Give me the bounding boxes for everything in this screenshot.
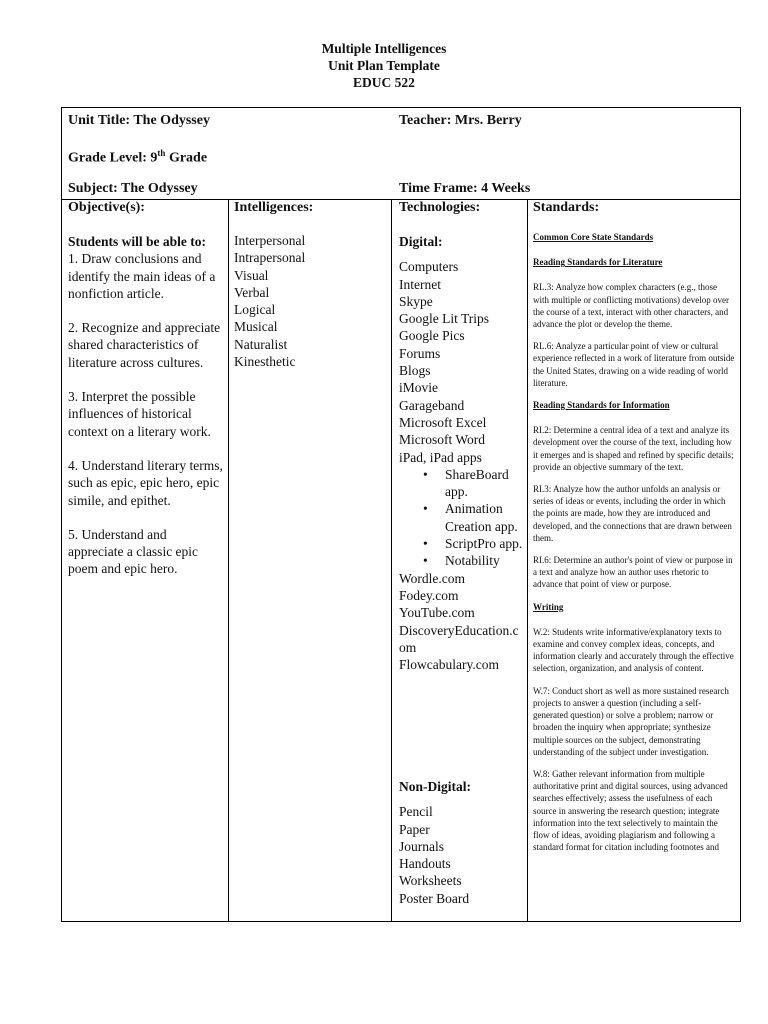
tech-item: iMovie bbox=[399, 380, 438, 396]
tech-item: Microsoft Excel bbox=[399, 414, 487, 430]
writing-heading: Writing bbox=[533, 601, 564, 612]
objectives-column bbox=[68, 233, 223, 578]
subject: Subject: The Odyssey bbox=[68, 181, 198, 196]
non-digital-label: Non-Digital: bbox=[399, 779, 471, 794]
objective-item: 1. Draw conclusions and identify the main ideas of a nonfiction article. bbox=[68, 251, 216, 301]
non-digital-item: Poster Board bbox=[399, 890, 470, 906]
intelligence-item: Verbal bbox=[234, 284, 270, 300]
intelligences-column bbox=[234, 232, 386, 370]
tech-item: Skype bbox=[399, 293, 433, 309]
table-divider-2 bbox=[391, 199, 392, 922]
standard-ri2: RI.2: Determine a central idea of a text and analyze its development over the course of the text, including how it emerges and is shaped and refined by specific details; provide an objective summary of the text. bbox=[533, 425, 734, 472]
tech-item: Blogs bbox=[399, 363, 431, 379]
standards-header: Standards: bbox=[533, 200, 600, 215]
standard-w8: W.8: Gather relevant information from multiple authoritative print and digital sources, using advanced searches effectively; assess the usefulness of each source in answering the research question; integrate information into the text selectively to maintain the flow of ideas, avoiding plagiarism and following a standard format for citation including footnotes and bbox=[533, 768, 728, 853]
tech-item: Forums bbox=[399, 345, 441, 361]
tech-item: iPad, iPad apps bbox=[399, 449, 482, 465]
time-frame: Time Frame: 4 Weeks bbox=[399, 181, 531, 196]
title-line-3: EDUC 522 bbox=[353, 75, 415, 90]
intelligence-item: Interpersonal bbox=[234, 233, 306, 248]
teacher: Teacher: Mrs. Berry bbox=[399, 113, 522, 128]
non-digital-item: Worksheets bbox=[399, 873, 462, 889]
tech-item: Google Lit Trips bbox=[399, 311, 490, 327]
intelligence-item: Musical bbox=[234, 319, 278, 335]
tech-item: Wordle.com bbox=[399, 570, 466, 586]
ipad-app-item: • ScriptPro app. bbox=[399, 535, 523, 552]
tech-item: Internet bbox=[399, 276, 441, 292]
ipad-app-item: • Notability bbox=[399, 552, 523, 569]
tech-item: Microsoft Word bbox=[399, 432, 486, 448]
intelligences-header: Intelligences: bbox=[234, 200, 314, 215]
non-digital-item: Pencil bbox=[399, 804, 433, 820]
non-digital-item: Journals bbox=[399, 838, 444, 854]
ipad-app-item: • Animation Creation app. bbox=[399, 500, 523, 535]
tech-item: YouTube.com bbox=[399, 605, 475, 621]
title-line-2: Unit Plan Template bbox=[328, 58, 440, 73]
intelligence-item: Naturalist bbox=[234, 336, 288, 352]
technologies-column bbox=[399, 233, 523, 673]
grade-level-sup: th bbox=[157, 148, 166, 158]
standard-ri3: RI.3: Analyze how the author unfolds an analysis or series of ideas or events, including the order in which the points are made, how they are introduced and developed, and the connections that are drawn between them. bbox=[533, 484, 732, 543]
grade-level-text: Grade Level: 9 bbox=[68, 150, 158, 166]
tech-item: Google Pics bbox=[399, 328, 465, 344]
unit-title: Unit Title: The Odyssey bbox=[68, 113, 210, 128]
intelligence-item: Visual bbox=[234, 267, 269, 283]
objective-item: 2. Recognize and appreciate shared characteristics of literature across cultures. bbox=[68, 320, 221, 370]
unit-plan-table bbox=[61, 107, 741, 922]
intelligence-item: Kinesthetic bbox=[234, 354, 296, 370]
tech-item: Computers bbox=[399, 259, 459, 275]
grade-level bbox=[68, 145, 207, 167]
non-digital-item: Paper bbox=[399, 821, 430, 837]
intelligence-item: Logical bbox=[234, 302, 276, 318]
grade-level-suffix: Grade bbox=[165, 150, 208, 166]
literature-heading: Reading Standards for Literature bbox=[533, 257, 663, 268]
tech-item: DiscoveryEducation.com bbox=[399, 622, 519, 655]
standard-w2: W.2: Students write informative/explanatory texts to examine and convey complex ideas, concepts, and information clearly and accurately through the effective selection, organization, and analysis of content. bbox=[533, 626, 734, 674]
standard-rl3: RL.3: Analyze how complex characters (e.g., those with multiple or conflicting motivations) develop over the course of a text, interact with other characters, and advance the plot or develop the theme. bbox=[533, 282, 729, 330]
objective-item: 3. Interpret the possible influences of historical context on a literary work. bbox=[68, 389, 211, 439]
table-divider-1 bbox=[228, 199, 229, 922]
document-title bbox=[0, 40, 768, 91]
tech-item: Fodey.com bbox=[399, 587, 459, 603]
ipad-app-item: • ShareBoard app. bbox=[399, 466, 523, 501]
objective-item: 4. Understand literary terms, such as epic, epic hero, epic simile, and epithet. bbox=[68, 457, 223, 508]
digital-label: Digital: bbox=[399, 234, 443, 249]
table-divider-3 bbox=[527, 199, 528, 922]
standards-column bbox=[533, 231, 735, 863]
non-digital-item: Handouts bbox=[399, 856, 451, 872]
title-line-1: Multiple Intelligences bbox=[321, 41, 447, 56]
tech-item: Garageband bbox=[399, 397, 465, 413]
objectives-lead: Students will be able to: bbox=[68, 234, 207, 249]
ccss-heading: Common Core State Standards bbox=[533, 232, 654, 242]
objective-item: 5. Understand and appreciate a classic epic poem and epic hero. bbox=[68, 526, 199, 577]
information-heading: Reading Standards for Information bbox=[533, 400, 670, 411]
non-digital-section bbox=[399, 778, 523, 907]
standard-w7: W.7: Conduct short as well as more sustained research projects to answer a question (including a self-generated question) or solve a problem; narrow or broaden the inquiry when appropriate; synthesize multiple sources on the subject, demonstrating understanding of the subject under investigation. bbox=[533, 685, 729, 757]
intelligence-item: Intrapersonal bbox=[234, 250, 306, 266]
standard-ri6: RI.6: Determine an author's point of view or purpose in a text and analyze how an author uses rhetoric to advance that point of view or purpose. bbox=[533, 555, 733, 590]
tech-item: Flowcabulary.com bbox=[399, 657, 499, 673]
standard-rl6: RL.6: Analyze a particular point of view or cultural experience reflected in a work of literature from outside the United States, drawing on a wide reading of world literature. bbox=[533, 341, 735, 388]
objectives-header: Objective(s): bbox=[68, 200, 145, 215]
technologies-header: Technologies: bbox=[399, 200, 481, 215]
